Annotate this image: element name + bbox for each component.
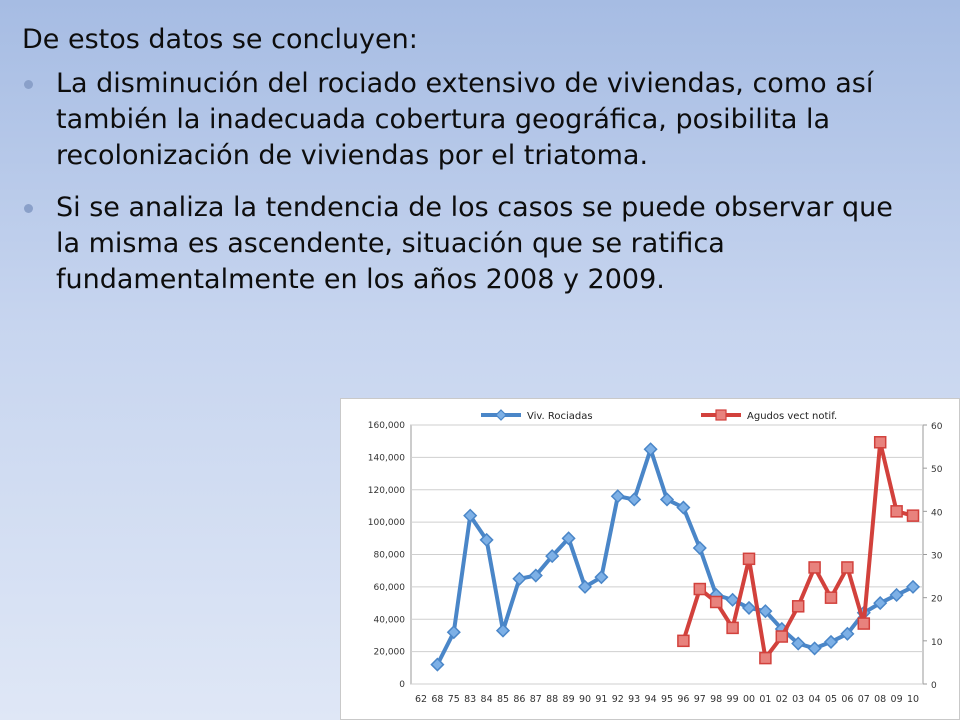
- x-tick-label: 07: [857, 694, 870, 705]
- legend-label: Agudos vect notif.: [747, 411, 838, 422]
- y-left-tick-label: 40,000: [373, 615, 405, 626]
- legend-marker: [496, 410, 506, 420]
- x-tick-label: 86: [513, 694, 526, 705]
- x-tick-label: 84: [480, 694, 493, 705]
- y-left-tick-label: 140,000: [367, 453, 405, 464]
- x-tick-label: 04: [808, 694, 821, 705]
- x-tick-label: 10: [906, 694, 920, 705]
- bullet-dot-icon: [24, 80, 33, 89]
- chart-panel: [340, 398, 960, 720]
- y-right-tick-label: 50: [931, 465, 943, 476]
- data-point-square: [875, 437, 886, 448]
- data-point-square: [826, 592, 837, 603]
- x-tick-label: 92: [611, 694, 624, 705]
- x-tick-label: 87: [529, 694, 542, 705]
- x-tick-label: 01: [759, 694, 772, 705]
- data-point-square: [809, 562, 820, 573]
- legend-marker: [716, 410, 726, 420]
- x-tick-label: 06: [841, 694, 854, 705]
- data-point-square: [678, 635, 689, 646]
- y-left-tick-label: 60,000: [373, 582, 405, 593]
- x-tick-label: 91: [595, 694, 608, 705]
- x-tick-label: 08: [874, 694, 887, 705]
- x-tick-label: 98: [710, 694, 723, 705]
- slide-heading: De estos datos se concluyen:: [22, 24, 418, 55]
- data-point-square: [793, 601, 804, 612]
- y-left-tick-label: 120,000: [367, 485, 405, 496]
- x-tick-label: 85: [496, 694, 510, 705]
- line-chart: [341, 399, 959, 719]
- x-tick-label: 96: [677, 694, 690, 705]
- x-tick-label: 00: [742, 694, 756, 705]
- x-tick-label: 89: [562, 694, 575, 705]
- x-tick-label: 75: [447, 694, 460, 705]
- x-tick-label: 97: [693, 694, 706, 705]
- y-left-tick-label: 20,000: [373, 647, 405, 658]
- legend-label: Viv. Rociadas: [527, 411, 593, 422]
- y-left-tick-label: 100,000: [367, 518, 405, 529]
- data-point-square: [727, 622, 738, 633]
- y-right-tick-label: 0: [931, 681, 937, 691]
- data-point-square: [891, 506, 902, 517]
- bullet-item: [22, 190, 922, 298]
- y-left-tick-label: 0: [399, 680, 405, 690]
- y-left-tick-label: 80,000: [373, 550, 405, 561]
- data-point-square: [711, 596, 722, 607]
- slide-text: [22, 20, 922, 314]
- x-tick-label: 62: [414, 694, 428, 705]
- bullet-dot-icon: [24, 204, 33, 213]
- bullet-list: [22, 66, 922, 298]
- x-tick-label: 03: [792, 694, 805, 705]
- x-tick-label: 94: [644, 694, 657, 705]
- data-point-square: [776, 631, 787, 642]
- bullet-text: La disminución del rociado extensivo de viviendas, como así también la inadecuada cobertura geográfica, posibilita la recolonización de viviendas por el triatoma.: [56, 68, 874, 171]
- x-tick-label: 05: [824, 694, 838, 705]
- x-tick-label: 95: [660, 694, 674, 705]
- x-tick-label: 09: [890, 694, 903, 705]
- data-point-square: [842, 562, 853, 573]
- x-tick-label: 99: [726, 694, 739, 705]
- data-point-square: [744, 553, 755, 564]
- bullet-text: Si se analiza la tendencia de los casos se puede observar que la misma es ascendente, situación que se ratifica fundamentalmente en los años 2008 y 2009.: [56, 192, 893, 295]
- x-tick-label: 02: [775, 694, 788, 705]
- x-tick-label: 88: [546, 694, 559, 705]
- y-right-tick-label: 20: [931, 594, 943, 605]
- x-tick-label: 68: [431, 694, 444, 705]
- data-point-square: [908, 510, 919, 521]
- y-left-tick-label: 160,000: [367, 421, 405, 431]
- y-right-tick-label: 10: [931, 637, 943, 648]
- y-right-tick-label: 40: [931, 508, 943, 519]
- x-tick-label: 93: [628, 694, 641, 705]
- y-right-tick-label: 30: [931, 551, 943, 562]
- data-point-square: [760, 653, 771, 664]
- data-point-square: [858, 618, 869, 629]
- x-tick-label: 90: [578, 694, 592, 705]
- data-point-square: [694, 584, 705, 595]
- y-right-tick-label: 60: [931, 422, 943, 432]
- x-tick-label: 83: [464, 694, 477, 705]
- bullet-item: [22, 66, 922, 174]
